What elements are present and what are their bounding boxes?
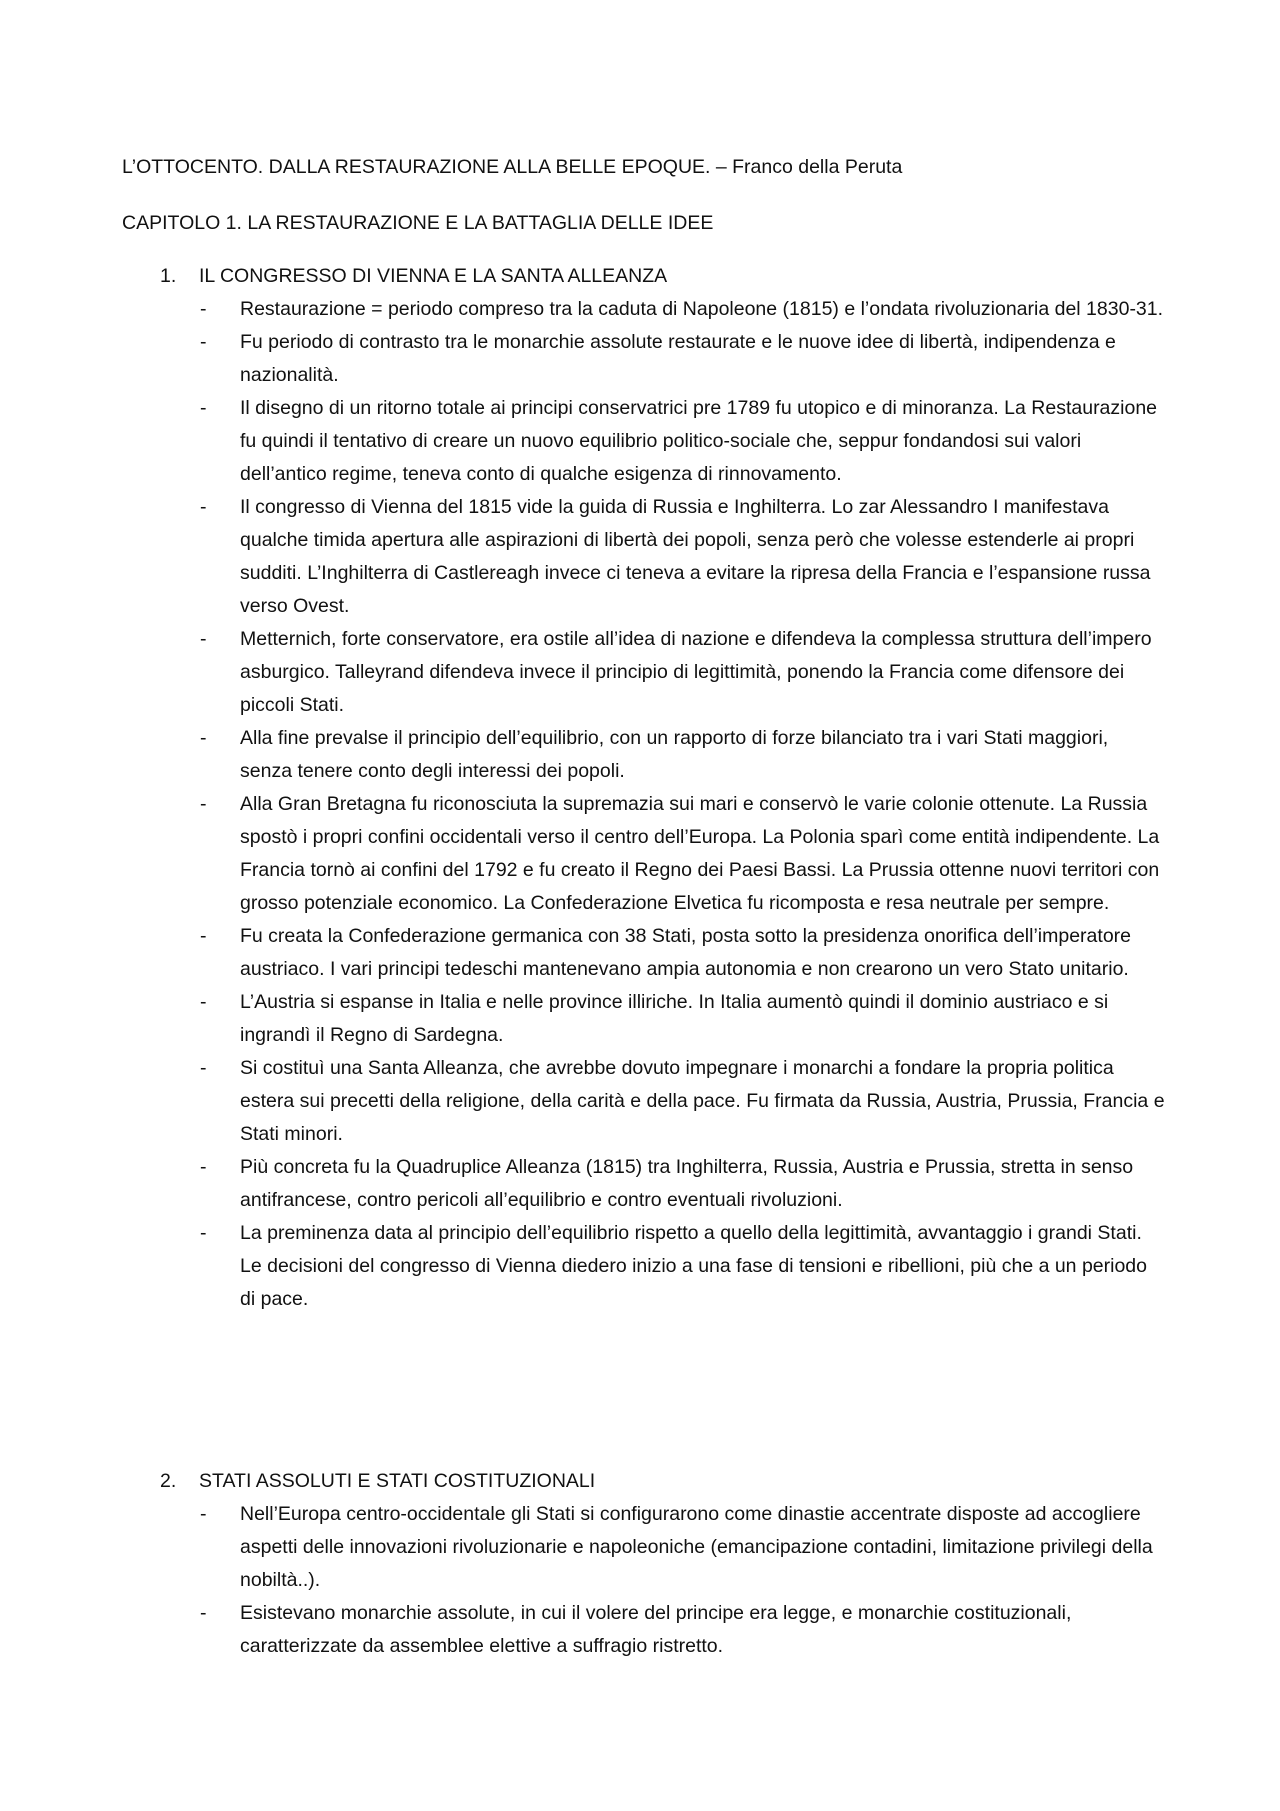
list-item xyxy=(0,623,1165,722)
bullet-dash: - xyxy=(200,1156,207,1178)
list-item-text: L’Austria si espanse in Italia e nelle province illiriche. In Italia aumentò quindi il dominio austriaco e si ingrandì il Regno di Sardegna. xyxy=(240,991,1109,1046)
section-stati-assoluti xyxy=(0,1465,1280,1663)
list-item xyxy=(0,1597,1165,1663)
bullet-list xyxy=(0,1498,1280,1663)
section-congresso-di-vienna xyxy=(0,260,1280,1316)
list-item-text: Si costituì una Santa Alleanza, che avrebbe dovuto impegnare i monarchi a fondare la propria politica estera sui precetti della religione, della carità e della pace. Fu firmata da Russia, Austria, Prussia, Francia e Stati minori. xyxy=(240,1057,1165,1145)
list-item xyxy=(0,1217,1165,1316)
bullet-dash: - xyxy=(200,628,207,650)
section-title: STATI ASSOLUTI E STATI COSTITUZIONALI xyxy=(199,1470,596,1492)
list-item-text: Fu creata la Confederazione germanica con 38 Stati, posta sotto la presidenza onorifica dell’imperatore austriaco. I vari principi tedeschi mantenevano ampia autonomia e non crearono un vero Stato unitario. xyxy=(240,925,1132,980)
bullet-dash: - xyxy=(200,1503,207,1525)
list-item xyxy=(0,293,1165,326)
list-item xyxy=(0,788,1165,920)
chapter-title: CAPITOLO 1. LA RESTAURAZIONE E LA BATTAGLIA DELLE IDEE xyxy=(122,212,714,234)
bullet-dash: - xyxy=(200,991,207,1013)
bullet-list xyxy=(0,293,1280,1316)
bullet-dash: - xyxy=(200,496,207,518)
list-item xyxy=(0,392,1165,491)
bullet-dash: - xyxy=(200,925,207,947)
list-item-text: Alla fine prevalse il principio dell’equilibrio, con un rapporto di forze bilanciato tra i vari Stati maggiori, senza tenere conto degli interessi dei popoli. xyxy=(240,727,1109,782)
section-number: 1. xyxy=(160,265,177,287)
list-item xyxy=(0,1151,1165,1217)
bullet-dash: - xyxy=(200,331,207,353)
list-item-text: Fu periodo di contrasto tra le monarchie assolute restaurate e le nuove idee di libertà, indipendenza e nazionalità. xyxy=(240,331,1116,386)
bullet-dash: - xyxy=(200,1602,207,1624)
bullet-dash: - xyxy=(200,1222,207,1244)
list-item-text: Metternich, forte conservatore, era ostile all’idea di nazione e difendeva la complessa struttura dell’impero asburgico. Talleyrand difendeva invece il principio di legittimità, ponendo la Francia come difensore dei piccoli Stati. xyxy=(240,628,1152,716)
list-item xyxy=(0,986,1165,1052)
list-item-text: Esistevano monarchie assolute, in cui il volere del principe era legge, e monarchie costituzionali, caratterizzate da assemblee elettive a suffragio ristretto. xyxy=(240,1602,1072,1657)
section-heading xyxy=(0,260,1280,293)
list-item xyxy=(0,722,1165,788)
list-item-text: Il congresso di Vienna del 1815 vide la guida di Russia e Inghilterra. Lo zar Alessandro I manifestava qualche timida apertura alle aspirazioni di libertà dei popoli, senza però che volesse estenderle ai propri sudditi. L’Inghilterra di Castlereagh invece ci teneva a evitare la ripresa della Francia e l’espansione russa verso Ovest. xyxy=(240,496,1151,617)
bullet-dash: - xyxy=(200,727,207,749)
section-title: IL CONGRESSO DI VIENNA E LA SANTA ALLEANZA xyxy=(199,265,668,287)
bullet-dash: - xyxy=(200,298,207,320)
bullet-dash: - xyxy=(200,397,207,419)
section-heading xyxy=(0,1465,1280,1498)
section-number: 2. xyxy=(160,1470,177,1492)
bullet-dash: - xyxy=(200,1057,207,1079)
list-item xyxy=(0,1052,1165,1151)
list-item-text: Il disegno di un ritorno totale ai principi conservatrici pre 1789 fu utopico e di minoranza. La Restaurazione fu quindi il tentativo di creare un nuovo equilibrio politico-sociale che, seppur fondandosi sui valori dell’antico regime, teneva conto di qualche esigenza di rinnovamento. xyxy=(240,397,1158,485)
list-item-text: Alla Gran Bretagna fu riconosciuta la supremazia sui mari e conservò le varie colonie ottenute. La Russia spostò i propri confini occidentali verso il centro dell’Europa. La Polonia sparì come entità indipendente. La Francia tornò ai confini del 1792 e fu creato il Regno dei Paesi Bassi. La Prussia ottenne nuovi territori con grosso potenziale economico. La Confederazione Elvetica fu ricomposta e resa neutrale per sempre. xyxy=(240,793,1160,914)
list-item-text: La preminenza data al principio dell’equilibrio rispetto a quello della legittimità, avvantaggio i grandi Stati. Le decisioni del congresso di Vienna diedero inizio a una fase di tensioni e ribellioni, più che a un periodo di pace. xyxy=(240,1222,1147,1310)
list-item-text: Nell’Europa centro-occidentale gli Stati si configurarono come dinastie accentrate disposte ad accogliere aspetti delle innovazioni rivoluzionarie e napoleoniche (emancipazione contadini, limitazione privilegi della nobiltà..). xyxy=(240,1503,1153,1591)
list-item xyxy=(0,491,1165,623)
list-item xyxy=(0,1498,1165,1597)
list-item xyxy=(0,326,1165,392)
list-item xyxy=(0,920,1165,986)
document-title: L’OTTOCENTO. DALLA RESTAURAZIONE ALLA BELLE EPOQUE. – Franco della Peruta xyxy=(122,156,903,178)
list-item-text: Restaurazione = periodo compreso tra la caduta di Napoleone (1815) e l’ondata rivoluzionaria del 1830-31. xyxy=(240,298,1164,320)
list-item-text: Più concreta fu la Quadruplice Alleanza (1815) tra Inghilterra, Russia, Austria e Prussia, stretta in senso antifrancese, contro pericoli all’equilibrio e contro eventuali rivoluzioni. xyxy=(240,1156,1134,1211)
bullet-dash: - xyxy=(200,793,207,815)
